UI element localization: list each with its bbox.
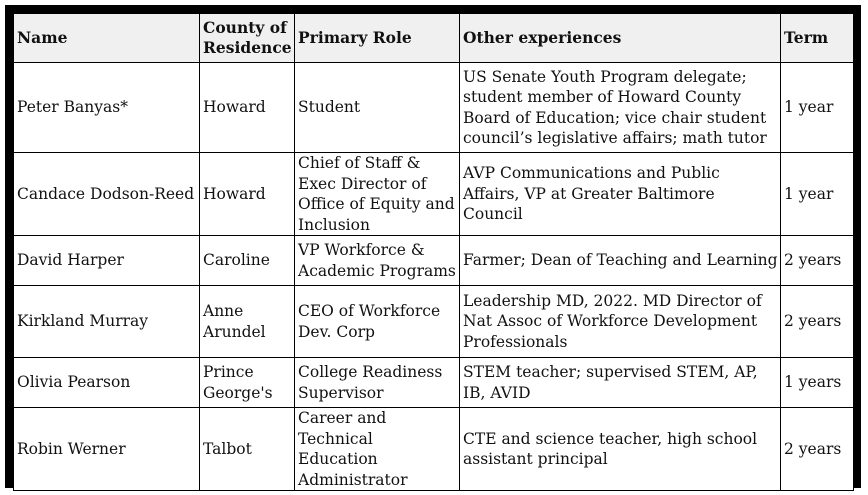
cell-county: Caroline	[200, 236, 295, 286]
cell-role: Chief of Staff & Exec Director of Office of Equity and Inclusion	[295, 153, 460, 236]
header-county: County of Residence	[200, 14, 295, 63]
cell-role: College Readiness Supervisor	[295, 358, 460, 408]
table-row	[14, 358, 854, 408]
cell-county: Talbot	[200, 408, 295, 491]
cell-role: Career and Technical Education Administrator	[295, 408, 460, 491]
table-frame	[5, 5, 861, 488]
cell-experience: STEM teacher; supervised STEM, AP, IB, AVID	[460, 358, 781, 408]
members-table	[13, 13, 854, 491]
cell-experience: Farmer; Dean of Teaching and Learning	[460, 236, 781, 286]
cell-role: CEO of Workforce Dev. Corp	[295, 286, 460, 358]
table-row	[14, 153, 854, 236]
cell-experience: CTE and science teacher, high school assistant principal	[460, 408, 781, 491]
cell-role: Student	[295, 63, 460, 153]
header-name: Name	[14, 14, 200, 63]
cell-name: Candace Dodson-Reed	[14, 153, 200, 236]
cell-term: 1 year	[781, 63, 854, 153]
cell-experience: AVP Communications and Public Affairs, VP at Greater Baltimore Council	[460, 153, 781, 236]
cell-term: 2 years	[781, 286, 854, 358]
cell-county: Prince George's	[200, 358, 295, 408]
header-role: Primary Role	[295, 14, 460, 63]
cell-experience: Leadership MD, 2022. MD Director of Nat Assoc of Workforce Development Professionals	[460, 286, 781, 358]
cell-term: 2 years	[781, 236, 854, 286]
header-experience: Other experiences	[460, 14, 781, 63]
table-row	[14, 286, 854, 358]
cell-term: 1 year	[781, 153, 854, 236]
cell-county: Anne Arundel	[200, 286, 295, 358]
cell-term: 1 years	[781, 358, 854, 408]
table-row	[14, 408, 854, 491]
cell-name: David Harper	[14, 236, 200, 286]
cell-experience: US Senate Youth Program delegate; student member of Howard County Board of Education; vice chair student council’s legislative affairs; math tutor	[460, 63, 781, 153]
header-term: Term	[781, 14, 854, 63]
table-row	[14, 236, 854, 286]
cell-county: Howard	[200, 153, 295, 236]
cell-term: 2 years	[781, 408, 854, 491]
table-row	[14, 63, 854, 153]
cell-role: VP Workforce & Academic Programs	[295, 236, 460, 286]
cell-name: Kirkland Murray	[14, 286, 200, 358]
cell-name: Olivia Pearson	[14, 358, 200, 408]
cell-name: Peter Banyas*	[14, 63, 200, 153]
cell-county: Howard	[200, 63, 295, 153]
cell-name: Robin Werner	[14, 408, 200, 491]
header-row	[14, 14, 854, 63]
